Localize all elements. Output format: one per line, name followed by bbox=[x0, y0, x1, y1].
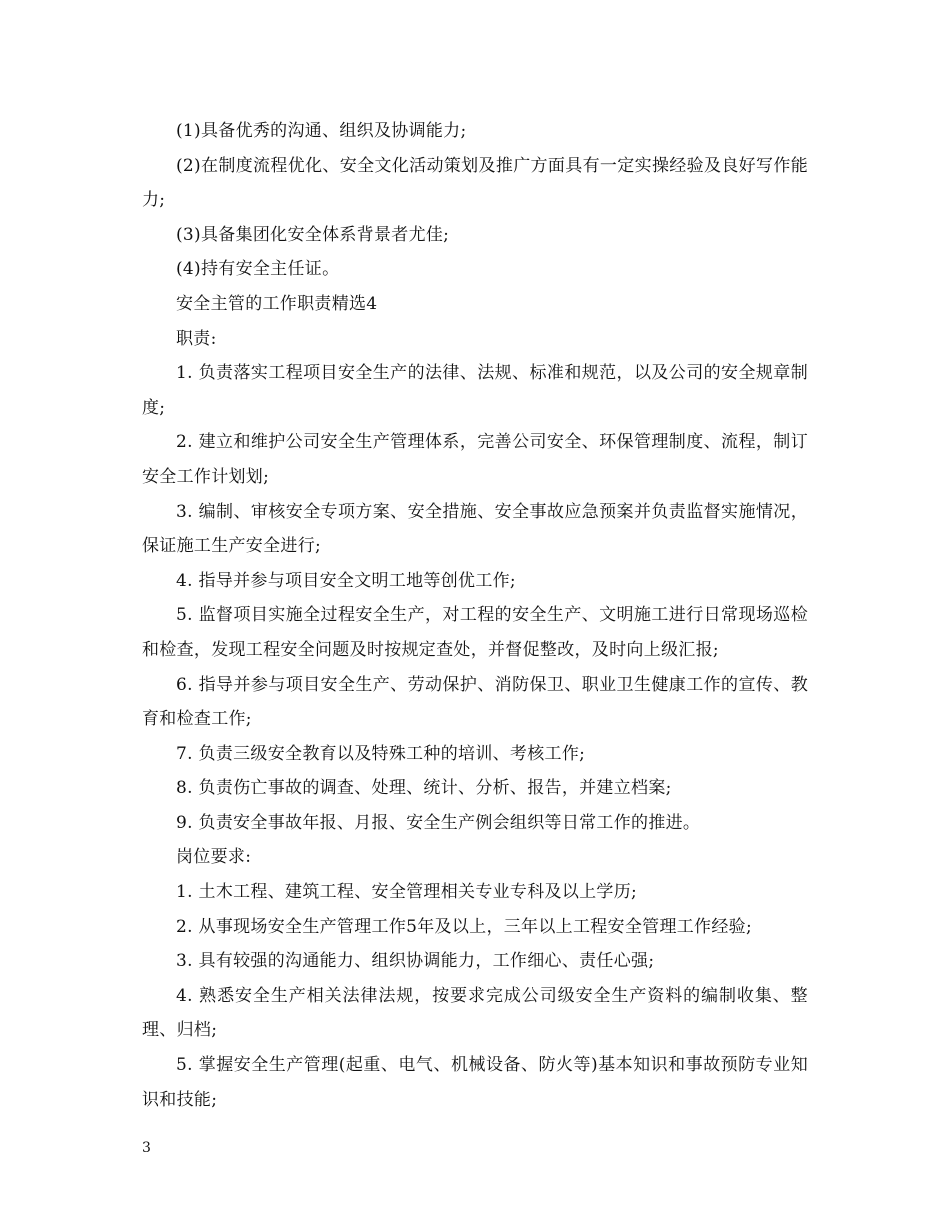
requirement-item-4: 4. 熟悉安全生产相关法律法规，按要求完成公司级安全生产资料的编制收集、整理、归档; bbox=[142, 985, 808, 1041]
requirement-item-1: 1. 土木工程、建筑工程、安全管理相关专业专科及以上学历; bbox=[176, 882, 638, 903]
paragraph-req-1: (1)具备优秀的沟通、组织及协调能力; bbox=[176, 121, 467, 141]
requirement-item-2: 2. 从事现场安全生产管理工作5年及以上，三年以上工程安全管理工作经验; bbox=[176, 916, 752, 937]
duty-item-4: 4. 指导并参与项目安全文明工地等创优工作; bbox=[176, 570, 516, 591]
paragraph-req-2: (2)在制度流程优化、安全文化活动策划及推广方面具有一定实操经验及良好写作能力; bbox=[142, 155, 808, 211]
requirement-item-5: 5. 掌握安全生产管理(起重、电气、机械设备、防火等)基本知识和事故预防专业知识和技能; bbox=[142, 1055, 808, 1110]
duty-item-5: 5. 监督项目实施全过程安全生产，对工程的安全生产、文明施工进行日常现场巡检和检查，发现工程安全问题及时按规定查处，并督促整改，及时向上级汇报; bbox=[142, 605, 808, 660]
duty-item-3: 3. 编制、审核安全专项方案、安全措施、安全事故应急预案并负责监督实施情况，保证施工生产安全进行; bbox=[142, 501, 808, 557]
duties-heading: 职责: bbox=[176, 328, 217, 349]
paragraph-req-3: (3)具备集团化安全体系背景者尤佳; bbox=[176, 224, 450, 245]
duty-item-6: 6. 指导并参与项目安全生产、劳动保护、消防保卫、职业卫生健康工作的宣传、教育和检查工作; bbox=[142, 674, 808, 730]
requirements-heading: 岗位要求: bbox=[176, 847, 252, 868]
page-number: 3 bbox=[142, 1140, 151, 1156]
duty-item-1: 1. 负责落实工程项目安全生产的法律、法规、标准和规范，以及公司的安全规章制度; bbox=[142, 363, 808, 418]
duty-item-9: 9. 负责安全事故年报、月报、安全生产例会组织等日常工作的推进。 bbox=[176, 812, 701, 833]
section-heading: 安全主管的工作职责精选4 bbox=[176, 293, 378, 314]
duty-item-8: 8. 负责伤亡事故的调查、处理、统计、分析、报告，并建立档案; bbox=[176, 778, 672, 799]
duty-item-7: 7. 负责三级安全教育以及特殊工种的培训、考核工作; bbox=[176, 743, 586, 764]
paragraph-req-4: (4)持有安全主任证。 bbox=[176, 259, 340, 280]
requirement-item-3: 3. 具有较强的沟通能力、组织协调能力，工作细心、责任心强; bbox=[176, 951, 655, 972]
duty-item-2: 2. 建立和维护公司安全生产管理体系，完善公司安全、环保管理制度、流程，制订安全工作计划划; bbox=[142, 432, 808, 487]
document-body bbox=[142, 114, 808, 1117]
